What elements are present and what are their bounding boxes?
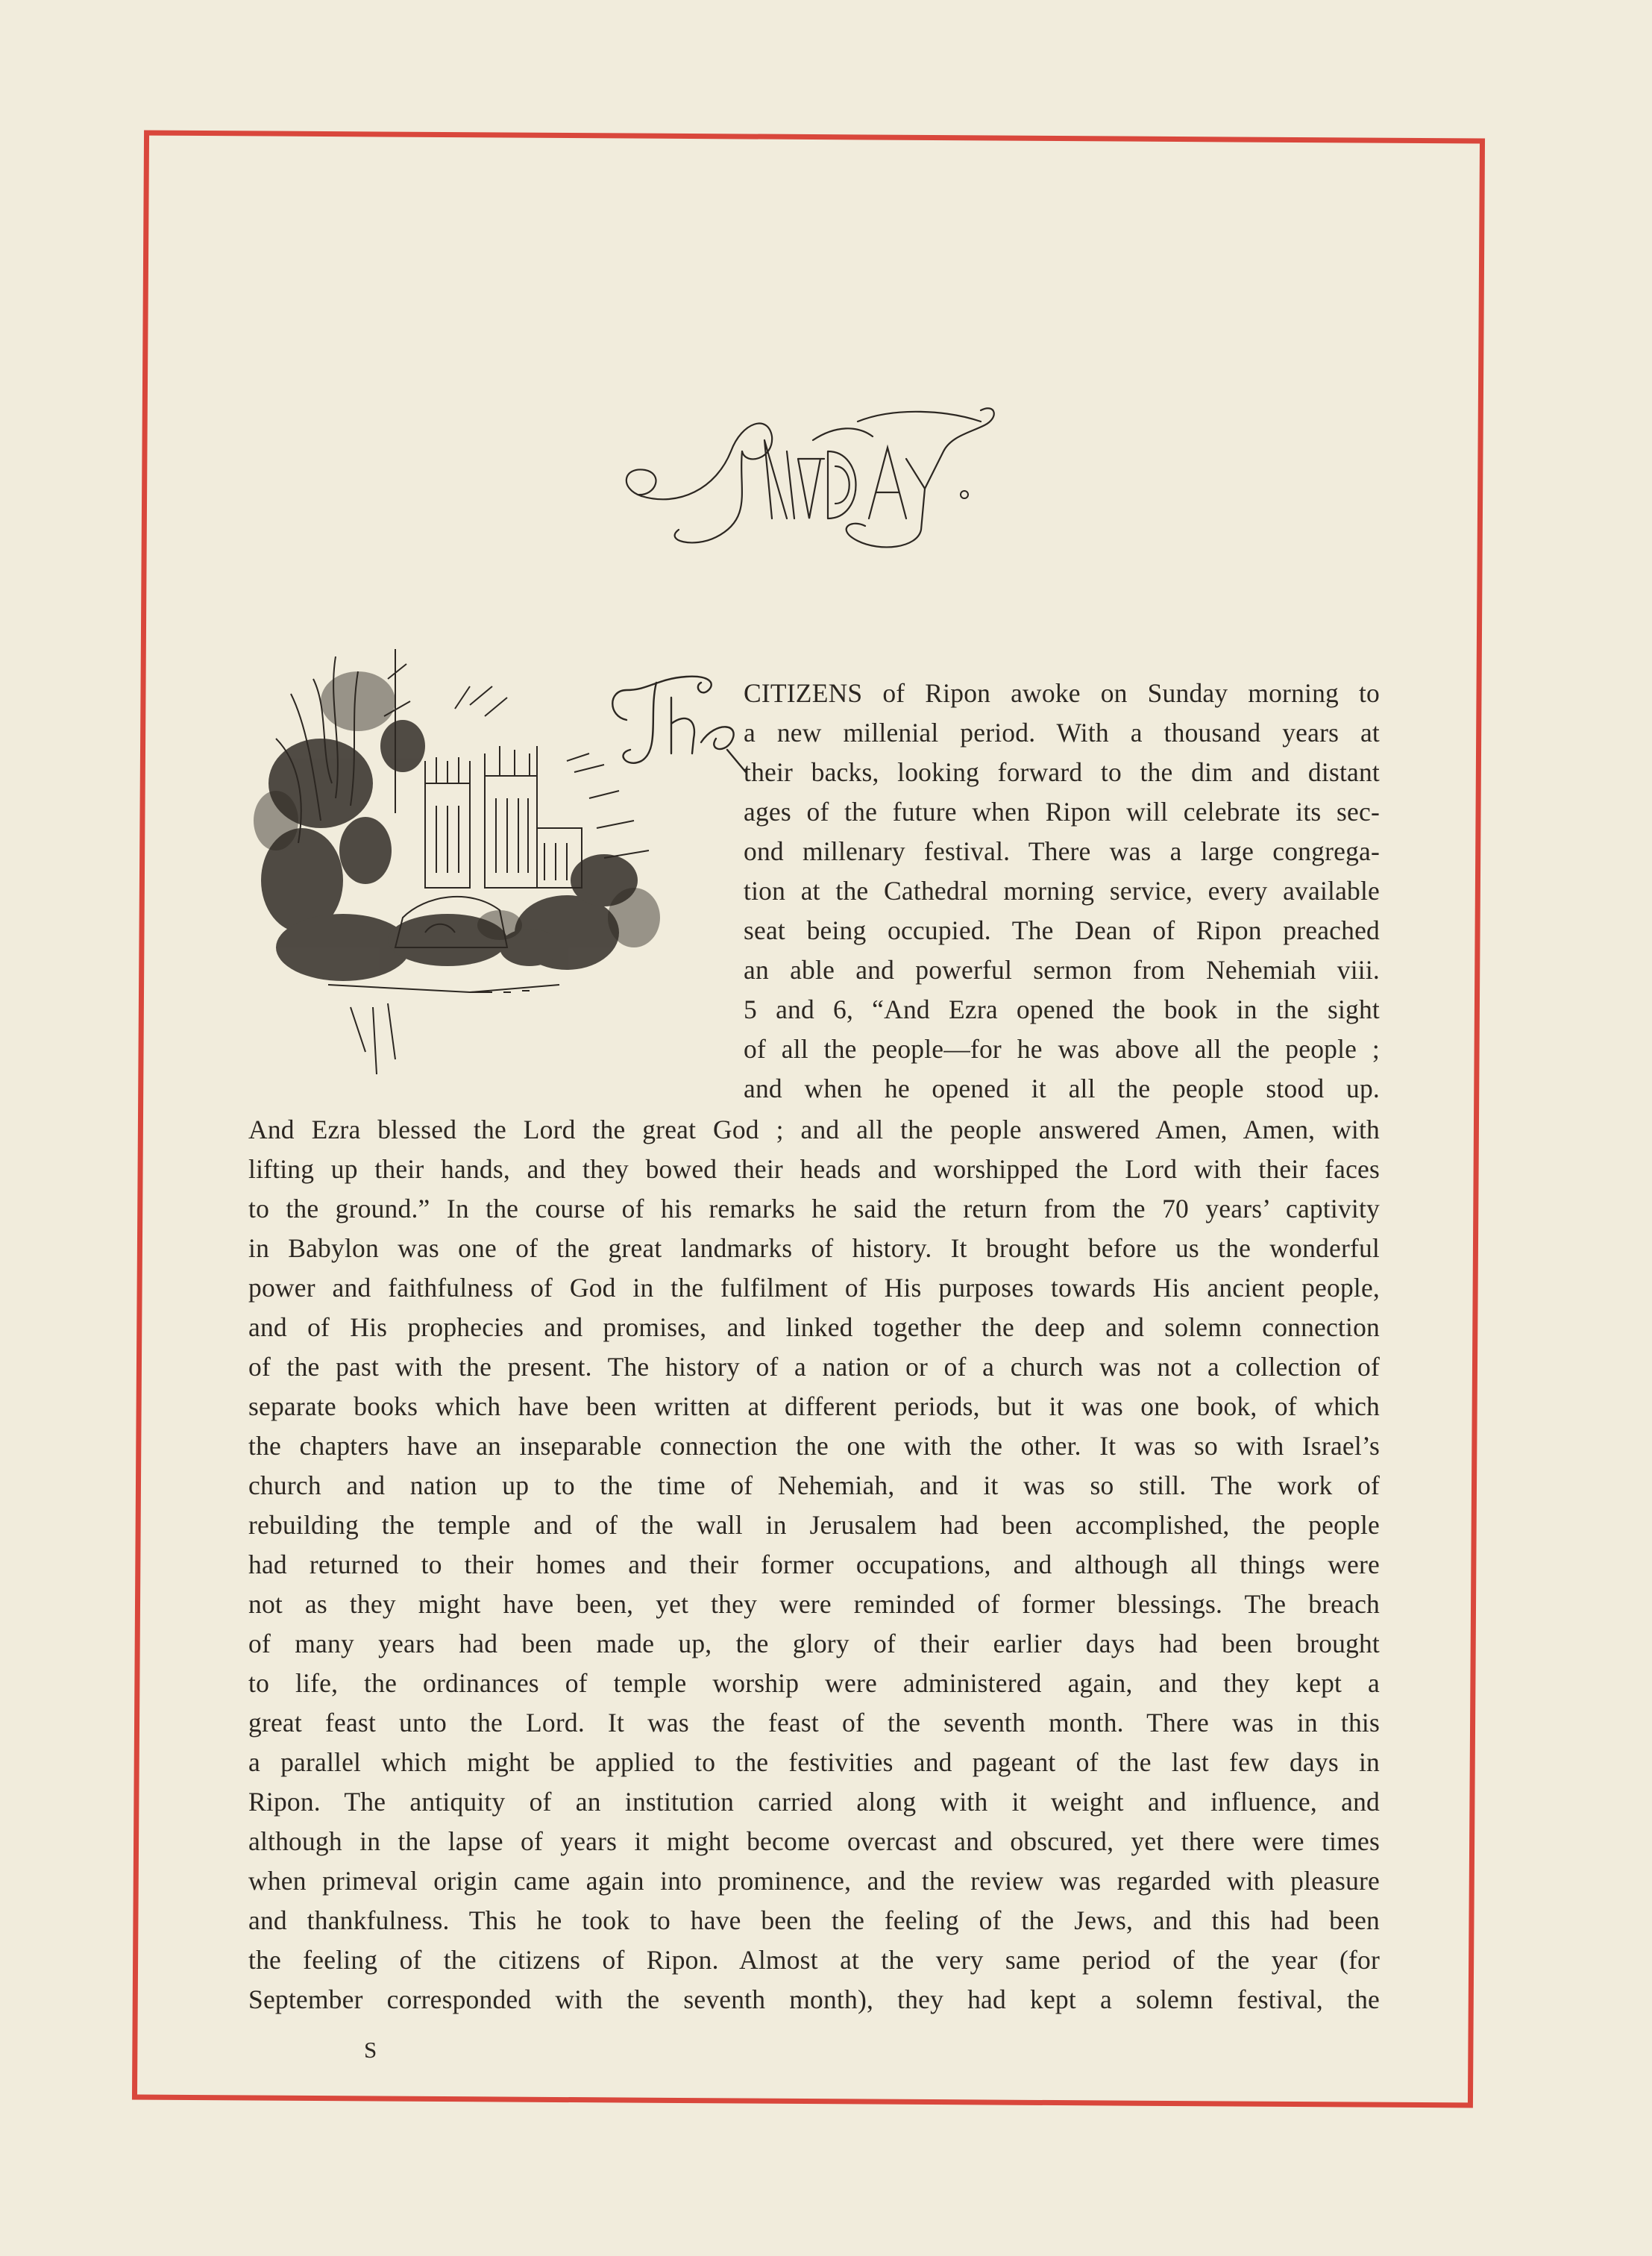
intro-line: and when he opened it all the people stood up. (744, 1074, 1380, 1103)
intro-line: tion at the Cathedral morning service, every available (744, 876, 1380, 906)
body-line: not as they might have been, yet they were reminded of former blessings. The breach (248, 1589, 1380, 1619)
body-line: great feast unto the Lord. It was the feast of the seventh month. There was in this (248, 1708, 1380, 1738)
body-line: And Ezra blessed the Lord the great God ; and all the people answered Amen, Amen, with (248, 1115, 1380, 1144)
body-line: separate books which have been written at different periods, but it was one book, of which (248, 1391, 1380, 1421)
body-line: rebuilding the temple and of the wall in Jerusalem had been accomplished, the people (248, 1510, 1380, 1540)
body-line: and thankfulness. This he took to have been the feeling of the Jews, and this had been (248, 1905, 1380, 1935)
intro-line: CITIZENS of Ripon awoke on Sunday morning to (744, 678, 1380, 708)
body-line: although in the lapse of years it might become overcast and obscured, yet there were times (248, 1826, 1380, 1856)
body-line: the feeling of the citizens of Ripon. Almost at the very same period of the year (for (248, 1945, 1380, 1975)
intro-line: their backs, looking forward to the dim and distant (744, 757, 1380, 787)
body-line: of many years had been made up, the glory of their earlier days had been brought (248, 1629, 1380, 1658)
body-paragraph (248, 1110, 1380, 2020)
signature-mark: S (364, 2037, 378, 2063)
intro-line: ond millenary festival. There was a large congrega- (744, 836, 1380, 866)
heading-ornament (612, 407, 999, 556)
intro-line: a new millenial period. With a thousand years at (744, 718, 1380, 748)
body-line: lifting up their hands, and they bowed their heads and worshipped the Lord with their faces (248, 1154, 1380, 1184)
body-line: in Babylon was one of the great landmarks of history. It brought before us the wonderful (248, 1233, 1380, 1263)
body-line: a parallel which might be applied to the festivities and pageant of the last few days in (248, 1747, 1380, 1777)
body-line: church and nation up to the time of Nehemiah, and it was so still. The work of (248, 1470, 1380, 1500)
body-line: had returned to their homes and their former occupations, and although all things were (248, 1550, 1380, 1579)
intro-line: of all the people—for he was above all the people ; (744, 1034, 1380, 1064)
drop-cap-ornament (604, 668, 753, 780)
body-line: power and faithfulness of God in the fulfilment of His purposes towards His ancient people, (248, 1273, 1380, 1303)
body-line: September corresponded with the seventh month), they had kept a solemn festival, the (248, 1984, 1380, 2014)
body-line: of the past with the present. The history of a nation or of a church was not a collection of (248, 1352, 1380, 1382)
intro-line: 5 and 6, “And Ezra opened the book in the sight (744, 994, 1380, 1024)
intro-paragraph (744, 674, 1380, 1109)
body-line: the chapters have an inseparable connection the one with the other. It was so with Israel’s (248, 1431, 1380, 1461)
body-line: and of His prophecies and promises, and linked together the deep and solemn connection (248, 1312, 1380, 1342)
body-line: Ripon. The antiquity of an institution carried along with it weight and influence, and (248, 1787, 1380, 1817)
body-line: when primeval origin came again into prominence, and the review was regarded with pleasure (248, 1866, 1380, 1896)
body-line: to the ground.” In the course of his remarks he said the return from the 70 years’ captivity (248, 1194, 1380, 1223)
intro-line: ages of the future when Ripon will celebrate its sec- (744, 797, 1380, 827)
body-line: to life, the ordinances of temple worship were administered again, and they kept a (248, 1668, 1380, 1698)
intro-line: an able and powerful sermon from Nehemiah viii. (744, 955, 1380, 985)
intro-line: seat being occupied. The Dean of Ripon preached (744, 915, 1380, 945)
